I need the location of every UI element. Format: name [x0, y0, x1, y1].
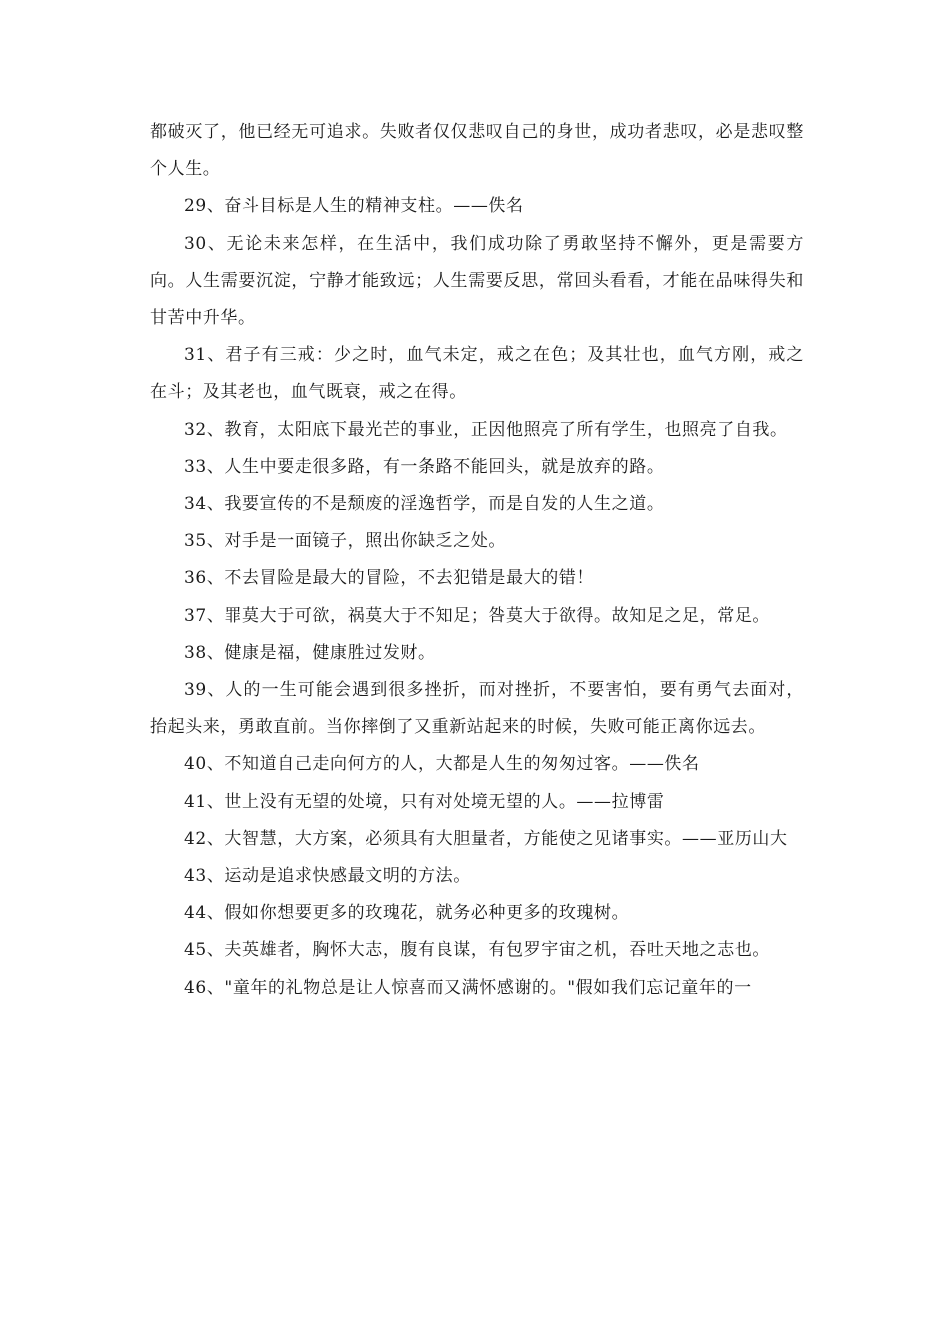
quote-43: 43、运动是追求快感最文明的方法。 [184, 866, 471, 887]
quote-42: 42、大智慧，大方案，必须具有大胆量者，方能使之见诸事实。——亚历山大 [184, 828, 788, 849]
quote-44: 44、假如你想要更多的玫瑰花，就务必种更多的玫瑰树。 [184, 903, 630, 924]
quote-29: 29、奋斗目标是人生的精神支柱。——佚名 [184, 196, 524, 217]
quote-40: 40、不知道自己走向何方的人，大都是人生的匆匆过客。——佚名 [184, 754, 700, 775]
quote-39: 39、人的一生可能会遇到很多挫折，而对挫折，不要害怕，要有勇气去面对，抬起头来，勇敢直前。当你摔倒了又重新站起来的时候，失败可能正离你远去。 [150, 680, 804, 738]
quote-36: 36、不去冒险是最大的冒险，不去犯错是最大的错！ [184, 568, 595, 589]
quote-33: 33、人生中要走很多路，有一条路不能回头，就是放弃的路。 [184, 456, 665, 477]
quote-32: 32、教育，太阳底下最光芒的事业，正因他照亮了所有学生，也照亮了自我。 [184, 419, 788, 440]
document-page [150, 114, 804, 1007]
quote-46: 46、"童年的礼物总是让人惊喜而又满怀感谢的。"假如我们忘记童年的一 [184, 977, 752, 998]
quote-45: 45、夫英雄者，胸怀大志，腹有良谋，有包罗宇宙之机，吞吐天地之志也。 [184, 940, 771, 961]
quote-38: 38、健康是福，健康胜过发财。 [184, 642, 436, 663]
quote-37: 37、罪莫大于可欲，祸莫大于不知足；咎莫大于欲得。故知足之足，常足。 [184, 605, 771, 626]
quote-35: 35、对手是一面镜子，照出你缺乏之处。 [184, 531, 507, 552]
quote-30: 30、无论未来怎样，在生活中，我们成功除了勇敢坚持不懈外，更是需要方向。人生需要沉淀，宁静才能致远；人生需要反思，常回头看看，才能在品味得失和甘苦中升华。 [150, 233, 804, 329]
quote-31: 31、君子有三戒：少之时，血气未定，戒之在色；及其壮也，血气方刚，戒之在斗；及其老也，血气既衰，戒之在得。 [150, 345, 804, 403]
paragraph: 都破灭了，他已经无可追求。失败者仅仅悲叹自己的身世，成功者悲叹，必是悲叹整个人生。 [150, 122, 804, 180]
quote-41: 41、世上没有无望的处境，只有对处境无望的人。——拉博雷 [184, 791, 665, 812]
quote-34: 34、我要宣传的不是颓废的淫逸哲学，而是自发的人生之道。 [184, 494, 665, 515]
